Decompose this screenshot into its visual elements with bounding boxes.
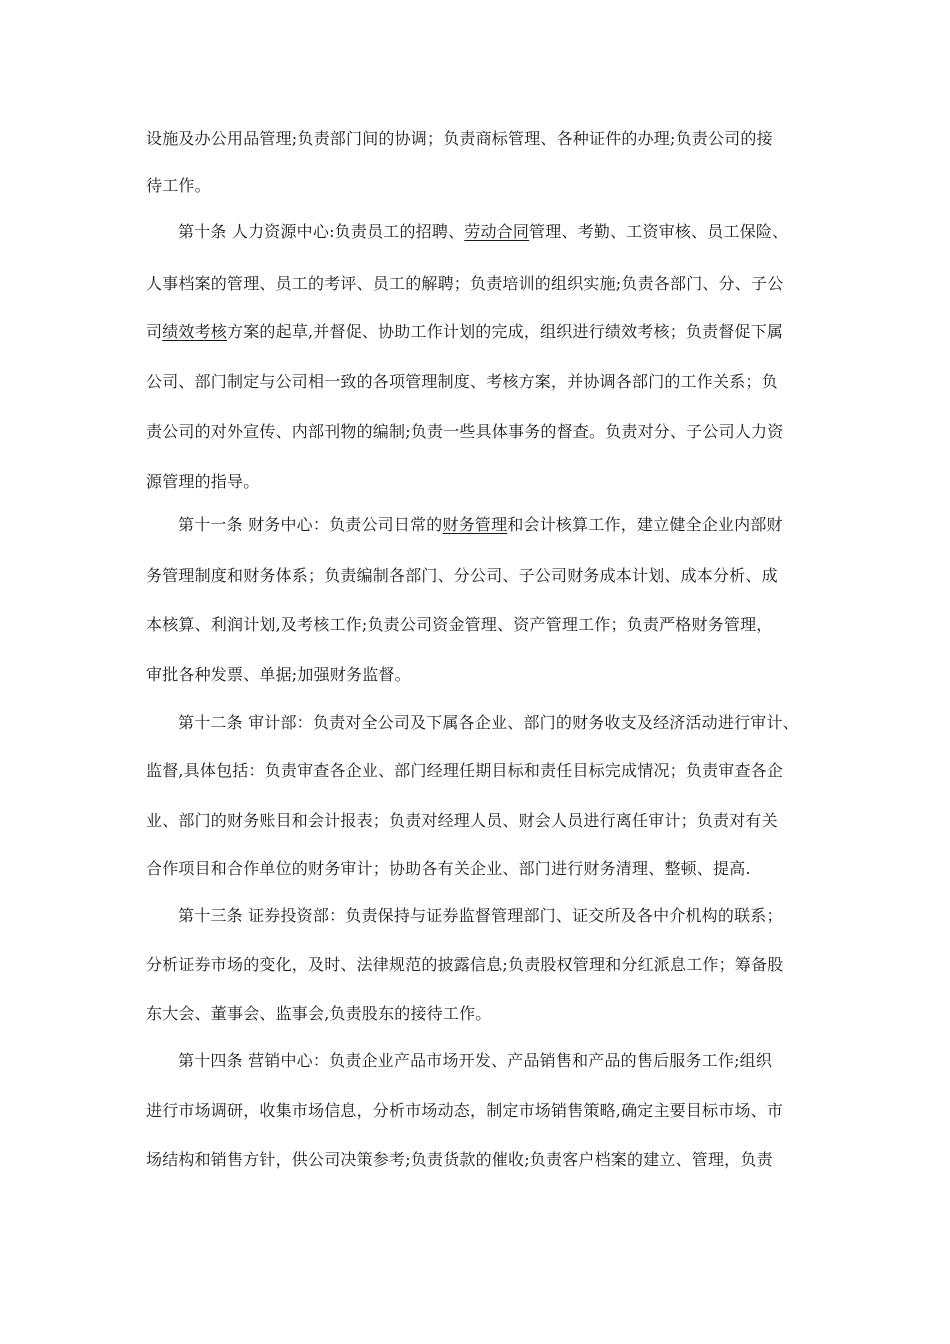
text-line: 务管理制度和财务体系；负责编制各部门、分公司、子公司财务成本计划、成本分析、成 [146,566,778,585]
text-segment: 司 [146,322,163,341]
text-line: 审批各种发票、单据;加强财务监督。 [146,665,411,684]
text-line: 公司、部门制定与公司相一致的各项管理制度、考核方案，并协调各部门的工作关系；负 [146,372,778,391]
text-line: 责公司的对外宣传、内部刊物的编制;负责一些具体事务的督查。负责对分、子公司人力资 [146,422,784,441]
text-line: 待工作。 [146,176,211,195]
text-line: 合作项目和合作单位的财务审计；协助各有关企业、部门进行财务清理、整顿、提高. [146,859,751,878]
text-line: 场结构和销售方针，供公司决策参考;负责货款的催收;负责客户档案的建立、管理，负责 [146,1150,773,1169]
text-line: 业、部门的财务账目和会计报表；负责对经理人员、财会人员进行离任审计；负责对有关 [146,811,778,830]
article-12-line: 第十二条 审计部：负责对全公司及下属各企业、部门的财务收支及经济活动进行审计、 [178,713,799,732]
text-line [146,322,783,342]
text-line: 人事档案的管理、员工的考评、员工的解聘；负责培训的组织实施;负责各部门、分、子公 [146,274,784,293]
text-line: 分析证券市场的变化，及时、法律规范的披露信息;负责股权管理和分红派息工作；筹备股 [146,955,784,974]
text-line: 设施及办公用品管理;负责部门间的协调；负责商标管理、各种证件的办理;负责公司的接 [146,129,773,148]
article-13-line: 第十三条 证券投资部：负责保持与证券监督管理部门、证交所及各中介机构的联系； [178,906,783,925]
text-line: 东大会、董事会、监事会,负责股东的接待工作。 [146,1004,492,1023]
text-line: 源管理的指导。 [146,472,260,491]
article-14-line: 第十四条 营销中心：负责企业产品市场开发、产品销售和产品的售后服务工作;组织 [178,1051,773,1070]
text-segment: 方案的起草,并督促、协助工作计划的完成，组织进行绩效考核；负责督促下属 [227,322,784,341]
text-segment: 第十一条 财务中心：负责公司日常的 [178,515,443,534]
article-11-line [178,515,783,535]
text-segment: 和会计核算工作，建立健全企业内部财 [507,515,783,534]
labor-contract-link[interactable]: 劳动合同 [464,222,530,241]
text-line: 本核算、利润计划,及考核工作;负责公司资金管理、资产管理工作；负责严格财务管理， [146,615,773,634]
article-10-line [178,222,788,242]
text-segment: 第十条 人力资源中心:负责员工的招聘、 [178,222,465,241]
text-segment: 管理、考勤、工资审核、员工保险、 [529,222,789,241]
performance-appraisal-link[interactable]: 绩效考核 [162,322,228,341]
text-line: 进行市场调研，收集市场信息，分析市场动态，制定市场销售策略,确定主要目标市场、市 [146,1101,784,1120]
financial-management-link[interactable]: 财务管理 [442,515,508,534]
text-line: 监督,具体包括：负责审查各企业、部门经理任期目标和责任目标完成情况；负责审查各企 [146,761,784,780]
